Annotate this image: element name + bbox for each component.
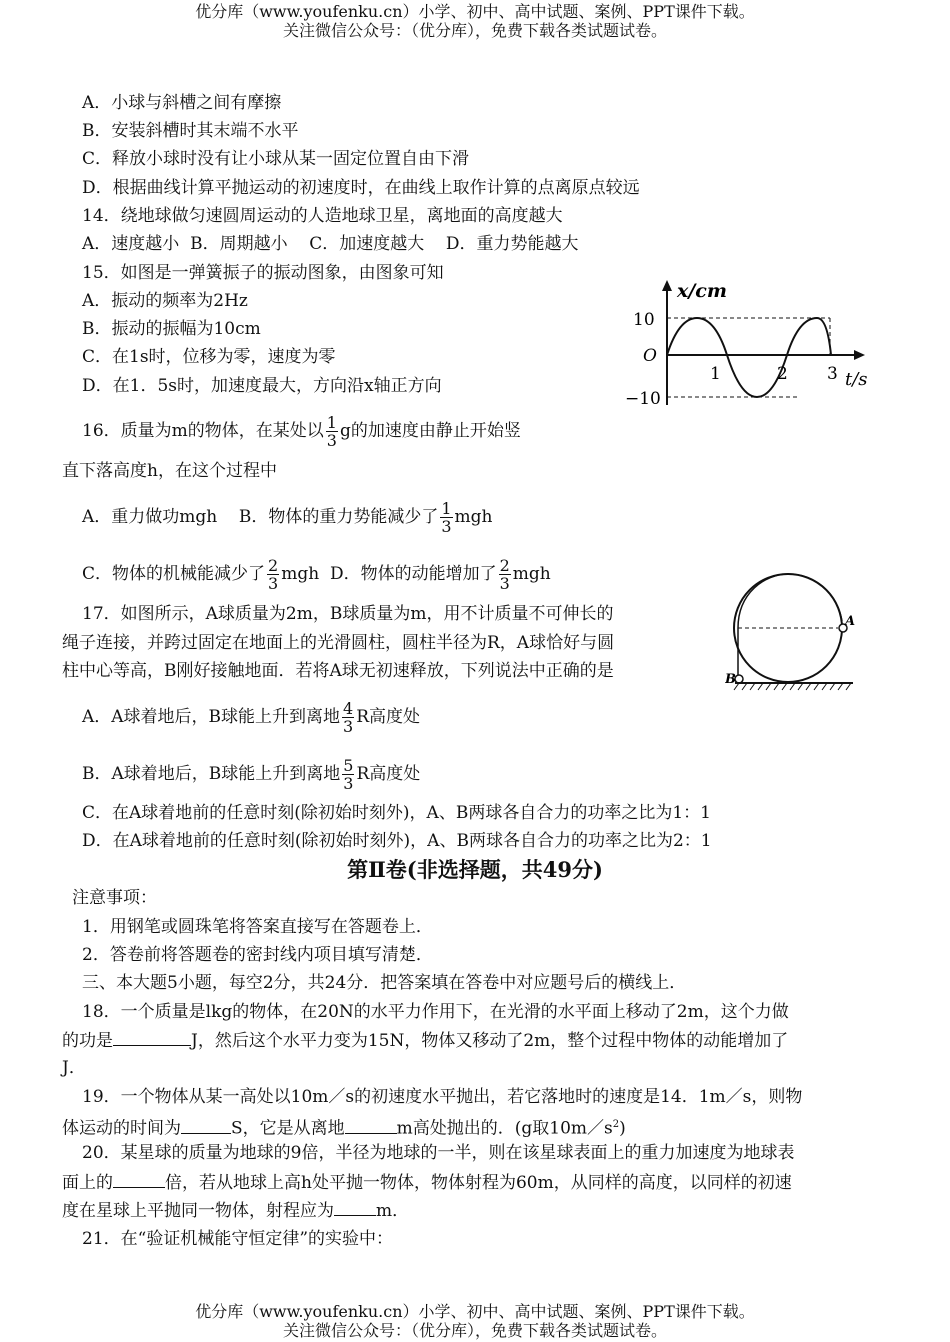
q20-line3-b: m． [376,1201,410,1221]
q15-option-d: D．在1．5s时，加速度最大，方向沿x轴正方向 [82,376,442,396]
x-tick-2: 2 [777,364,788,384]
page-footer-line1: 优分库（www.youfenku.cn）小学、初中、高中试题、案例、PPT课件下载。 [195,1302,755,1321]
q15-option-b: B．振动的振幅为10cm [82,319,261,339]
q18-line2-b: J，然后这个水平力变为15N，物体又移动了2m，整个过程中物体的动能增加了 [191,1031,789,1051]
q16-option-a: A．重力做功mgh B．物体的重力势能减少了 [82,507,439,527]
page-footer-line2: 关注微信公众号：（优分库），免费下载各类试题试卷。 [282,1321,667,1340]
x-axis-label: t/s [845,369,868,390]
q18-answer-blank-1[interactable] [113,1029,191,1046]
q17-option-a [82,700,420,735]
q17-b-frac-den: 3 [343,774,354,793]
q14-stem: 14．绕地球做匀速圆周运动的人造地球卫星，离地面的高度越大 [82,206,563,226]
displacement-curve [667,318,831,397]
q13-option-b: B．安装斜槽时其末端不水平 [82,121,299,141]
q19-line2-c: m高处抛出的．(g取10m／s [396,1118,613,1139]
rope-over-top [738,574,842,628]
q16-b-tail: mgh [454,507,493,527]
q19-answer-blank-time[interactable] [181,1117,231,1134]
label-b: B [725,672,736,687]
page-header-line2: 关注微信公众号：（优分库），免费下载各类试题试卷。 [282,21,667,40]
q17-a-fraction [342,700,354,735]
q20-answer-blank-range[interactable] [334,1199,376,1216]
q16-d-frac-den: 3 [499,574,510,593]
q13-option-d: D．根据曲线计算平抛运动的初速度时，在曲线上取作计算的点离原点较远 [82,178,640,198]
y-axis-label: x/cm [677,280,727,302]
q16-options-ab [82,500,492,535]
q17-a-frac-den: 3 [343,717,354,736]
q16-options-cd [82,557,551,592]
q16-c-frac-den: 3 [268,574,279,593]
q16-d-frac-num: 2 [499,556,510,575]
q16-option-c: C．物体的机械能减少了 [82,564,266,584]
q17-stem-line3: 柱中心等高，B刚好接触地面．若将A球无初速释放，下列说法中正确的是 [62,661,614,681]
q17-b-fraction [342,757,354,792]
q16-frac-den: 3 [326,431,337,450]
q16-stem-line1 [82,414,521,449]
q18-line1: 18．一个质量是lkg的物体，在20N的水平力作用下，在光滑的水平面上移动了2m，这个力做 [82,1002,789,1022]
q19-line2 [62,1114,626,1140]
page-header-line1: 优分库（www.youfenku.cn）小学、初中、高中试题、案例、PPT课件下载。 [195,2,755,21]
q13-option-c: C．释放小球时没有让小球从某一固定位置自由下滑 [82,149,470,169]
q20-line3 [62,1199,409,1222]
q17-b-tail: R高度处 [356,764,421,784]
q20-line1: 20．某星球的质量为地球的9倍，半径为地球的一半，则在该星球表面上的重力加速度为地球表 [82,1143,795,1163]
y-axis-arrow [662,280,672,291]
q17-stem-line2: 绳子连接，并跨过固定在地面上的光滑圆柱，圆柱半径为R，A球恰好与圆 [62,633,615,653]
q19-line2-b: S，它是从离地 [231,1118,345,1139]
x-tick-3: 3 [827,364,838,384]
q16-d-tail: mgh [512,564,551,584]
q17-stem-line1: 17．如图所示，A球质量为2m，B球质量为m，用不计质量不可伸长的 [82,604,614,624]
x-axis-arrow [854,350,865,360]
q19-answer-blank-height[interactable] [345,1117,397,1134]
q16-option-d: mgh D．物体的动能增加了 [281,564,497,584]
q16-b-fraction [440,500,452,535]
q16-b-frac-num: 1 [441,499,452,518]
x-tick-1: 1 [710,364,721,384]
q20-answer-blank-ratio[interactable] [113,1171,165,1188]
q17-option-c: C．在A球着地前的任意时刻(除初始时刻外)，A、B两球各自合力的功率之比为1：1 [82,803,711,823]
q19-exponent: 2 [612,1119,620,1130]
q17-b-frac-num: 5 [343,756,354,775]
q18-line2-a: 的功是 [62,1031,113,1051]
ground-hatching [734,683,851,690]
q20-line3-a: 度在星球上平抛同一物体，射程应为 [62,1201,334,1221]
note-1: 1．用钢笔或圆珠笔将答案直接写在答题卷上． [82,917,433,937]
q21-stem: 21．在“验证机械能守恒定律”的实验中： [82,1229,394,1249]
q17-a-tail: R高度处 [356,707,421,727]
q17-cylinder-figure [725,573,860,693]
q16-fraction [326,414,338,449]
notes-title: 注意事项： [72,888,157,908]
q16-c-frac-num: 2 [268,556,279,575]
q18-line2 [62,1029,788,1052]
q16-stem-part-a: 16．质量为m的物体，在某处以 [82,421,324,441]
q19-line2-a: 体运动的时间为 [62,1118,181,1139]
origin-label: O [643,346,657,366]
q18-line3: J． [62,1058,86,1078]
q17-a-frac-num: 4 [343,699,354,718]
part-three-instructions: 三、本大题5小题，每空2分，共24分．把答案填在答卷中对应题号后的横线上． [82,973,687,993]
q16-stem-part-b: g的加速度由静止开始竖 [339,421,521,441]
y-tick-10: 10 [633,310,655,330]
q14-options: A．速度越小 B．周期越小 C．加速度越大 D．重力势能越大 [82,234,579,254]
q20-line2-b: 倍，若从地球上高h处平抛一物体，物体射程为60m，从同样的高度，以同样的初速 [165,1173,792,1193]
q17-a-head: A．A球着地后，B球能上升到离地 [82,707,341,727]
q15-option-c: C．在1s时，位移为零，速度为零 [82,347,336,367]
section-title: 第Ⅱ卷(非选择题，共49分) [347,857,603,882]
note-2: 2．答卷前将答题卷的密封线内项目填写清楚． [82,945,433,965]
q20-line2-a: 面上的 [62,1173,113,1193]
q19-line2-d: ) [619,1118,626,1139]
ball-b [735,675,743,683]
y-tick-minus-10: −10 [625,389,661,409]
q15-vibration-graph [625,275,885,415]
q16-frac-num: 1 [326,413,337,432]
label-a: A [845,614,856,629]
q20-line2 [62,1171,792,1194]
q19-line1: 19．一个物体从某一高处以10m／s的初速度水平抛出，若它落地时的速度是14．1m／s，则物 [82,1087,803,1107]
q17-option-d: D．在A球着地前的任意时刻(除初始时刻外)，A、B两球各自合力的功率之比为2：1 [82,831,712,851]
q17-option-b [82,757,420,792]
q15-option-a: A．振动的频率为2Hz [82,291,248,311]
q15-stem: 15．如图是一弹簧振子的振动图象，由图象可知 [82,263,444,283]
q13-option-a: A．小球与斜槽之间有摩擦 [82,93,282,113]
q17-b-head: B．A球着地后，B球能上升到离地 [82,764,341,784]
q16-b-frac-den: 3 [441,517,452,536]
q16-c-fraction [267,557,279,592]
q16-d-fraction [499,557,511,592]
q16-stem-line2: 直下落高度h，在这个过程中 [62,461,277,481]
